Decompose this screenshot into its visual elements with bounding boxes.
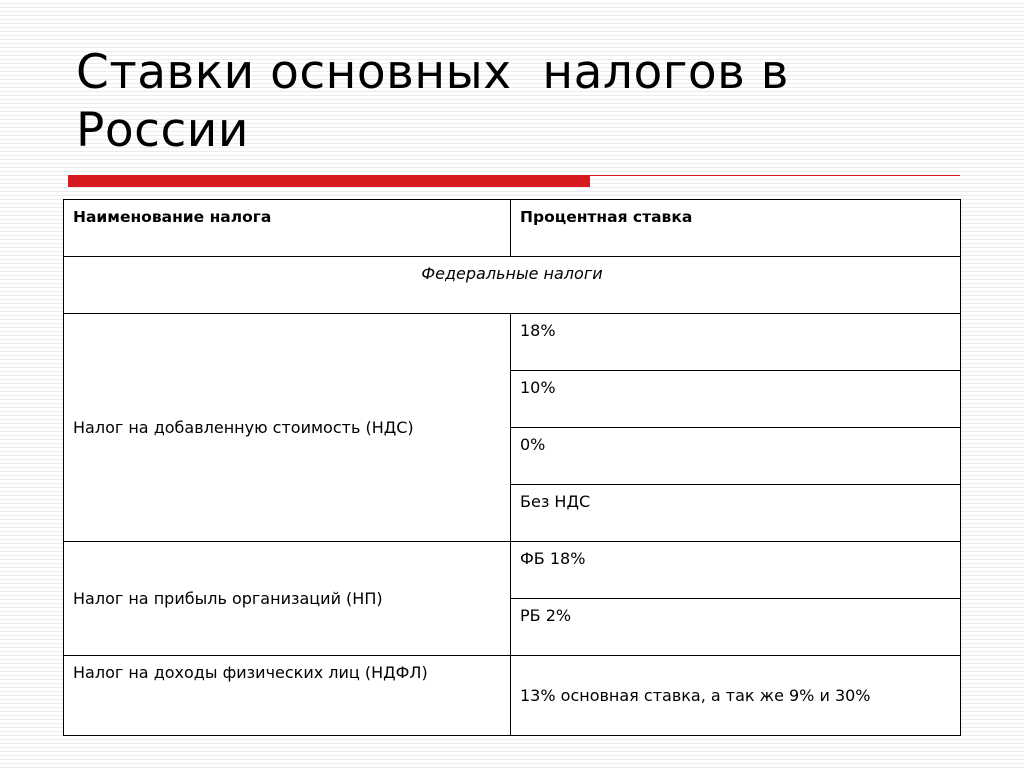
header-tax-rate: Процентная ставка	[511, 200, 961, 257]
tax-rate-cell: Без НДС	[511, 485, 961, 542]
tax-rate-cell: 13% основная ставка, а так же 9% и 30%	[511, 656, 961, 736]
tax-rate-cell: 18%	[511, 314, 961, 371]
title-underline-bar	[68, 175, 590, 187]
tax-rate-cell: 0%	[511, 428, 961, 485]
tax-name-vat: Налог на добавленную стоимость (НДС)	[64, 314, 511, 542]
section-federal-taxes: Федеральные налоги	[64, 257, 961, 314]
tax-rate-cell: ФБ 18%	[511, 542, 961, 599]
tax-rate-cell: 10%	[511, 371, 961, 428]
tax-rate-cell: РБ 2%	[511, 599, 961, 656]
tax-rates-table	[63, 199, 961, 736]
tax-name-profit: Налог на прибыль организаций (НП)	[64, 542, 511, 656]
table-row	[64, 656, 961, 736]
table-row	[64, 542, 961, 599]
table-row	[64, 314, 961, 371]
slide-title: Ставки основных налогов в России	[76, 45, 805, 158]
title-underline-line	[590, 175, 960, 176]
tax-name-personal-income: Налог на доходы физических лиц (НДФЛ)	[64, 656, 511, 736]
table-header-row	[64, 200, 961, 257]
header-tax-name: Наименование налога	[64, 200, 511, 257]
section-row	[64, 257, 961, 314]
